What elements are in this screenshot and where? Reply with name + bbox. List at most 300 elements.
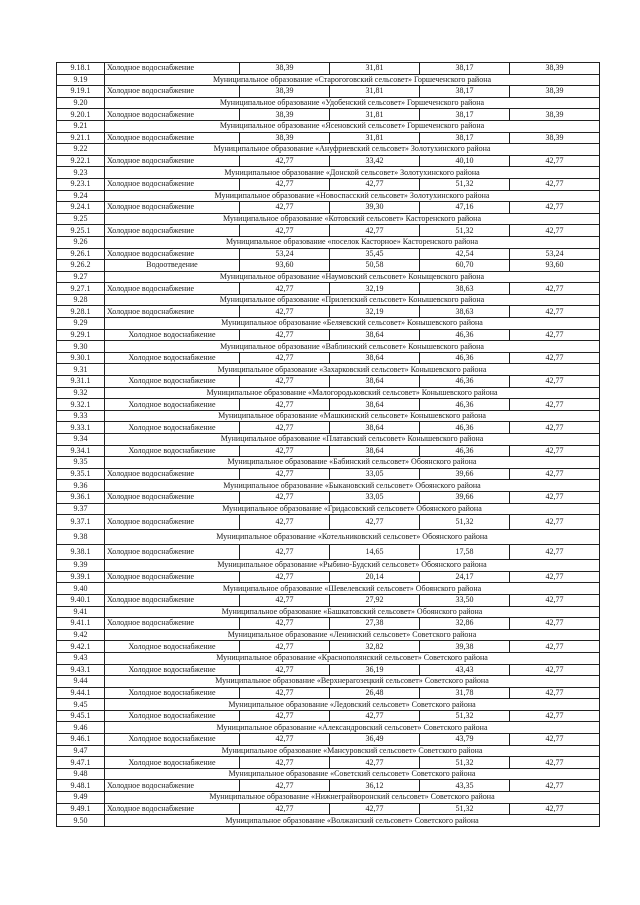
table-row <box>57 86 600 98</box>
value-3: 43,35 <box>420 780 510 792</box>
service-name: Холодное водоснабжение <box>105 329 240 341</box>
section-row <box>57 606 600 618</box>
service-name: Холодное водоснабжение <box>105 202 240 214</box>
value-3: 39,38 <box>420 641 510 653</box>
value-1: 42,77 <box>240 376 330 388</box>
row-number: 9.31.1 <box>57 376 105 388</box>
value-3: 40,10 <box>420 155 510 167</box>
section-title: Муниципальное образование «Александровский сельсовет» Советского района <box>105 722 600 734</box>
value-1: 42,77 <box>240 734 330 746</box>
row-number: 9.27.1 <box>57 283 105 295</box>
section-row <box>57 792 600 804</box>
row-number: 9.38 <box>57 530 105 545</box>
row-number: 9.24.1 <box>57 202 105 214</box>
value-1: 42,77 <box>240 352 330 364</box>
service-name: Холодное водоснабжение <box>105 352 240 364</box>
section-title: Муниципальное образование «Ясеновский сельсовет» Горшеченского района <box>105 120 600 132</box>
row-number: 9.43.1 <box>57 664 105 676</box>
row-number: 9.47.1 <box>57 757 105 769</box>
value-4: 42,77 <box>510 225 600 237</box>
section-row <box>57 341 600 353</box>
table-row <box>57 202 600 214</box>
row-number: 9.39.1 <box>57 571 105 583</box>
section-row <box>57 120 600 132</box>
row-number: 9.48 <box>57 768 105 780</box>
section-title: Муниципальное образование «Старогоговский сельсовет» Горшеченского района <box>105 74 600 86</box>
row-number: 9.39 <box>57 560 105 572</box>
value-2: 31,81 <box>330 63 420 75</box>
value-1: 42,77 <box>240 515 330 530</box>
table-row <box>57 515 600 530</box>
value-4: 42,77 <box>510 515 600 530</box>
value-1: 42,77 <box>240 571 330 583</box>
value-1: 38,39 <box>240 132 330 144</box>
service-name: Холодное водоснабжение <box>105 376 240 388</box>
table-row <box>57 283 600 295</box>
value-1: 93,60 <box>240 260 330 272</box>
row-number: 9.36.1 <box>57 491 105 503</box>
section-row <box>57 236 600 248</box>
value-1: 42,77 <box>240 283 330 295</box>
table-row <box>57 225 600 237</box>
value-2: 32,82 <box>330 641 420 653</box>
value-2: 14,65 <box>330 545 420 560</box>
table-row <box>57 803 600 815</box>
value-4: 42,77 <box>510 352 600 364</box>
table-row <box>57 109 600 121</box>
value-3: 51,32 <box>420 178 510 190</box>
service-name: Холодное водоснабжение <box>105 306 240 318</box>
value-3: 46,36 <box>420 422 510 434</box>
section-row <box>57 530 600 545</box>
value-1: 42,77 <box>240 155 330 167</box>
row-number: 9.41.1 <box>57 618 105 630</box>
value-2: 38,64 <box>330 352 420 364</box>
table-row <box>57 780 600 792</box>
value-2: 36,12 <box>330 780 420 792</box>
section-title: Муниципальное образование «Волжанский сельсовет» Советского района <box>105 815 600 827</box>
tariff-table-body <box>57 63 600 827</box>
row-number: 9.38.1 <box>57 545 105 560</box>
table-row <box>57 352 600 364</box>
value-3: 51,32 <box>420 757 510 769</box>
service-name: Холодное водоснабжение <box>105 248 240 260</box>
table-row <box>57 260 600 272</box>
row-number: 9.40 <box>57 583 105 595</box>
section-row <box>57 699 600 711</box>
table-row <box>57 618 600 630</box>
section-title: Муниципальное образование «Котельниковский сельсовет» Обоянского района <box>105 530 600 545</box>
value-2: 42,77 <box>330 515 420 530</box>
value-3: 24,17 <box>420 571 510 583</box>
value-1: 42,77 <box>240 202 330 214</box>
value-4: 42,77 <box>510 178 600 190</box>
row-number: 9.49 <box>57 792 105 804</box>
row-number: 9.26 <box>57 236 105 248</box>
section-title: Муниципальное образование «Гридасовский сельсовет» Обоянского района <box>105 503 600 515</box>
service-name: Холодное водоснабжение <box>105 445 240 457</box>
value-2: 38,64 <box>330 445 420 457</box>
section-row <box>57 560 600 572</box>
section-title: Муниципальное образование «Наумовский сельсовет» Коныщевского района <box>105 271 600 283</box>
section-title: Муниципальное образование «Ваблинский сельсовет» Конышевского района <box>105 341 600 353</box>
value-4: 42,77 <box>510 283 600 295</box>
table-row <box>57 376 600 388</box>
service-name: Холодное водоснабжение <box>105 132 240 144</box>
section-row <box>57 387 600 399</box>
value-4: 42,77 <box>510 202 600 214</box>
value-2: 38,64 <box>330 422 420 434</box>
row-number: 9.23 <box>57 167 105 179</box>
value-2: 42,77 <box>330 710 420 722</box>
service-name: Холодное водоснабжение <box>105 86 240 98</box>
service-name: Холодное водоснабжение <box>105 618 240 630</box>
row-number: 9.41 <box>57 606 105 618</box>
table-row <box>57 664 600 676</box>
row-number: 9.36 <box>57 480 105 492</box>
value-3: 17,58 <box>420 545 510 560</box>
row-number: 9.32.1 <box>57 399 105 411</box>
value-4: 42,77 <box>510 594 600 606</box>
value-3: 51,32 <box>420 803 510 815</box>
value-1: 42,77 <box>240 178 330 190</box>
value-2: 42,77 <box>330 178 420 190</box>
row-number: 9.35.1 <box>57 468 105 480</box>
value-1: 42,77 <box>240 468 330 480</box>
section-row <box>57 457 600 469</box>
row-number: 9.18.1 <box>57 63 105 75</box>
section-row <box>57 271 600 283</box>
section-title: Муниципальное образование «Малогородьковский сельсовет» Конышевского района <box>105 387 600 399</box>
value-1: 42,77 <box>240 399 330 411</box>
value-3: 51,32 <box>420 225 510 237</box>
row-number: 9.26.1 <box>57 248 105 260</box>
section-title: Муниципальное образование «Ануфриевский сельсовет» Золотухинского района <box>105 144 600 156</box>
service-name: Холодное водоснабжение <box>105 780 240 792</box>
row-number: 9.22.1 <box>57 155 105 167</box>
table-row <box>57 571 600 583</box>
row-number: 9.50 <box>57 815 105 827</box>
section-row <box>57 480 600 492</box>
row-number: 9.44.1 <box>57 687 105 699</box>
row-number: 9.45 <box>57 699 105 711</box>
row-number: 9.28.1 <box>57 306 105 318</box>
value-3: 46,36 <box>420 445 510 457</box>
section-row <box>57 74 600 86</box>
value-2: 27,92 <box>330 594 420 606</box>
table-row <box>57 757 600 769</box>
service-name: Холодное водоснабжение <box>105 545 240 560</box>
value-3: 38,63 <box>420 283 510 295</box>
row-number: 9.20.1 <box>57 109 105 121</box>
service-name: Холодное водоснабжение <box>105 399 240 411</box>
value-1: 38,39 <box>240 63 330 75</box>
value-2: 39,30 <box>330 202 420 214</box>
value-3: 42,54 <box>420 248 510 260</box>
value-4: 42,77 <box>510 329 600 341</box>
value-3: 38,17 <box>420 109 510 121</box>
value-4: 42,77 <box>510 641 600 653</box>
section-row <box>57 768 600 780</box>
value-2: 27,38 <box>330 618 420 630</box>
value-2: 33,05 <box>330 491 420 503</box>
value-4: 42,77 <box>510 734 600 746</box>
section-row <box>57 815 600 827</box>
value-4: 53,24 <box>510 248 600 260</box>
row-number: 9.47 <box>57 745 105 757</box>
service-name: Холодное водоснабжение <box>105 63 240 75</box>
section-title: Муниципальное образование «Захарковский сельсовет» Конышевского района <box>105 364 600 376</box>
table-row <box>57 178 600 190</box>
value-4: 42,77 <box>510 710 600 722</box>
value-4: 42,77 <box>510 399 600 411</box>
table-row <box>57 132 600 144</box>
row-number: 9.22 <box>57 144 105 156</box>
service-name: Холодное водоснабжение <box>105 468 240 480</box>
service-name: Холодное водоснабжение <box>105 687 240 699</box>
value-2: 32,19 <box>330 306 420 318</box>
value-4: 42,77 <box>510 803 600 815</box>
value-1: 42,77 <box>240 545 330 560</box>
value-3: 38,17 <box>420 86 510 98</box>
value-1: 42,77 <box>240 803 330 815</box>
row-number: 9.33 <box>57 410 105 422</box>
section-title: Муниципальное образование «поселок Касторное» Касторенского района <box>105 236 600 248</box>
section-title: Муниципальное образование «Машкинский сельсовет» Конышевского района <box>105 410 600 422</box>
value-3: 60,70 <box>420 260 510 272</box>
row-number: 9.23.1 <box>57 178 105 190</box>
value-2: 31,81 <box>330 132 420 144</box>
value-2: 38,64 <box>330 329 420 341</box>
value-1: 42,77 <box>240 710 330 722</box>
value-3: 51,32 <box>420 515 510 530</box>
section-row <box>57 294 600 306</box>
value-1: 42,77 <box>240 618 330 630</box>
value-1: 42,77 <box>240 687 330 699</box>
section-title: Муниципальное образование «Донской сельсовет» Золотухинского района <box>105 167 600 179</box>
value-4: 42,77 <box>510 618 600 630</box>
service-name: Холодное водоснабжение <box>105 178 240 190</box>
table-row <box>57 445 600 457</box>
row-number: 9.28 <box>57 294 105 306</box>
value-4: 42,77 <box>510 664 600 676</box>
service-name: Холодное водоснабжение <box>105 664 240 676</box>
table-row <box>57 594 600 606</box>
value-4: 38,39 <box>510 63 600 75</box>
value-4: 42,77 <box>510 491 600 503</box>
table-row <box>57 687 600 699</box>
value-4: 42,77 <box>510 468 600 480</box>
value-1: 38,39 <box>240 86 330 98</box>
section-title: Муниципальное образование «Удобенский сельсовет» Горшеченского района <box>105 97 600 109</box>
value-2: 33,42 <box>330 155 420 167</box>
value-4: 42,77 <box>510 687 600 699</box>
value-2: 31,81 <box>330 86 420 98</box>
value-3: 31,78 <box>420 687 510 699</box>
section-row <box>57 167 600 179</box>
row-number: 9.37.1 <box>57 515 105 530</box>
table-row <box>57 710 600 722</box>
value-4: 42,77 <box>510 780 600 792</box>
section-title: Муниципальное образование «Ленинский сельсовет» Советского района <box>105 629 600 641</box>
value-2: 38,64 <box>330 376 420 388</box>
value-2: 38,64 <box>330 399 420 411</box>
value-3: 38,17 <box>420 63 510 75</box>
section-title: Муниципальное образование «Котовский сельсовет» Касторенского района <box>105 213 600 225</box>
value-4: 93,60 <box>510 260 600 272</box>
value-1: 42,77 <box>240 422 330 434</box>
section-row <box>57 364 600 376</box>
value-3: 33,50 <box>420 594 510 606</box>
value-3: 46,36 <box>420 399 510 411</box>
row-number: 9.31 <box>57 364 105 376</box>
tariff-table <box>56 62 600 827</box>
section-title: Муниципальное образование «Советский сельсовет» Советского района <box>105 768 600 780</box>
value-3: 46,36 <box>420 352 510 364</box>
table-row <box>57 306 600 318</box>
table-row <box>57 641 600 653</box>
service-name: Холодное водоснабжение <box>105 225 240 237</box>
value-3: 38,17 <box>420 132 510 144</box>
value-1: 38,39 <box>240 109 330 121</box>
value-3: 32,86 <box>420 618 510 630</box>
section-title: Муниципальное образование «Ледовский сельсовет» Советского района <box>105 699 600 711</box>
service-name: Холодное водоснабжение <box>105 594 240 606</box>
section-row <box>57 318 600 330</box>
row-number: 9.30 <box>57 341 105 353</box>
value-3: 39,66 <box>420 468 510 480</box>
section-title: Муниципальное образование «Платавский сельсовет» Конышевского района <box>105 434 600 446</box>
section-title: Муниципальное образование «Быкановский сельсовет» Обоянского района <box>105 480 600 492</box>
section-title: Муниципальное образование «Прилепский сельсовет» Конышевского района <box>105 294 600 306</box>
value-1: 53,24 <box>240 248 330 260</box>
section-title: Муниципальное образование «Беляевский сельсовет» Конышевского района <box>105 318 600 330</box>
section-row <box>57 434 600 446</box>
value-4: 38,39 <box>510 86 600 98</box>
value-2: 36,19 <box>330 664 420 676</box>
table-row <box>57 248 600 260</box>
service-name: Холодное водоснабжение <box>105 283 240 295</box>
section-title: Муниципальное образование «Верхнерагозецкий сельсовет» Советского района <box>105 676 600 688</box>
section-row <box>57 144 600 156</box>
value-1: 42,77 <box>240 641 330 653</box>
row-number: 9.42 <box>57 629 105 641</box>
row-number: 9.34.1 <box>57 445 105 457</box>
value-2: 42,77 <box>330 757 420 769</box>
row-number: 9.24 <box>57 190 105 202</box>
table-row <box>57 329 600 341</box>
value-2: 36,49 <box>330 734 420 746</box>
value-1: 42,77 <box>240 225 330 237</box>
table-row <box>57 63 600 75</box>
row-number: 9.40.1 <box>57 594 105 606</box>
service-name: Холодное водоснабжение <box>105 803 240 815</box>
table-row <box>57 155 600 167</box>
value-4: 42,77 <box>510 422 600 434</box>
section-row <box>57 97 600 109</box>
service-name: Холодное водоснабжение <box>105 641 240 653</box>
value-4: 38,39 <box>510 109 600 121</box>
section-row <box>57 190 600 202</box>
service-name: Холодное водоснабжение <box>105 710 240 722</box>
row-number: 9.25 <box>57 213 105 225</box>
row-number: 9.43 <box>57 652 105 664</box>
row-number: 9.37 <box>57 503 105 515</box>
section-row <box>57 503 600 515</box>
section-title: Муниципальное образование «Рыбино-Будский сельсовет» Обоянского района <box>105 560 600 572</box>
row-number: 9.21.1 <box>57 132 105 144</box>
value-2: 20,14 <box>330 571 420 583</box>
section-row <box>57 629 600 641</box>
value-3: 43,79 <box>420 734 510 746</box>
table-row <box>57 468 600 480</box>
row-number: 9.34 <box>57 434 105 446</box>
value-1: 42,77 <box>240 329 330 341</box>
section-row <box>57 745 600 757</box>
value-4: 42,77 <box>510 445 600 457</box>
row-number: 9.32 <box>57 387 105 399</box>
value-4: 42,77 <box>510 306 600 318</box>
value-3: 47,16 <box>420 202 510 214</box>
section-title: Муниципальное образование «Новоспасский сельсовет» Золотухинского района <box>105 190 600 202</box>
section-row <box>57 676 600 688</box>
section-title: Муниципальное образование «Краснополянский сельсовет» Советского района <box>105 652 600 664</box>
service-name: Холодное водоснабжение <box>105 491 240 503</box>
table-row <box>57 399 600 411</box>
service-name: Холодное водоснабжение <box>105 757 240 769</box>
row-number: 9.48.1 <box>57 780 105 792</box>
row-number: 9.20 <box>57 97 105 109</box>
value-1: 42,77 <box>240 306 330 318</box>
row-number: 9.44 <box>57 676 105 688</box>
row-number: 9.29 <box>57 318 105 330</box>
service-name: Холодное водоснабжение <box>105 109 240 121</box>
section-row <box>57 583 600 595</box>
row-number: 9.49.1 <box>57 803 105 815</box>
value-4: 38,39 <box>510 132 600 144</box>
service-name: Холодное водоснабжение <box>105 571 240 583</box>
section-title: Муниципальное образование «Башкатовский сельсовет» Обоянского района <box>105 606 600 618</box>
table-row <box>57 491 600 503</box>
row-number: 9.33.1 <box>57 422 105 434</box>
value-2: 32,19 <box>330 283 420 295</box>
row-number: 9.29.1 <box>57 329 105 341</box>
row-number: 9.35 <box>57 457 105 469</box>
row-number: 9.19.1 <box>57 86 105 98</box>
value-4: 42,77 <box>510 155 600 167</box>
row-number: 9.45.1 <box>57 710 105 722</box>
section-row <box>57 652 600 664</box>
table-row <box>57 422 600 434</box>
section-row <box>57 410 600 422</box>
value-2: 33,05 <box>330 468 420 480</box>
row-number: 9.30.1 <box>57 352 105 364</box>
section-title: Муниципальное образование «Мансуровский сельсовет» Советского района <box>105 745 600 757</box>
value-3: 38,63 <box>420 306 510 318</box>
value-2: 35,45 <box>330 248 420 260</box>
value-1: 42,77 <box>240 664 330 676</box>
value-4: 42,77 <box>510 571 600 583</box>
section-title: Муниципальное образование «Нижнеграйворонский сельсовет» Советского района <box>105 792 600 804</box>
value-4: 42,77 <box>510 757 600 769</box>
row-number: 9.42.1 <box>57 641 105 653</box>
value-1: 42,77 <box>240 780 330 792</box>
row-number: 9.25.1 <box>57 225 105 237</box>
value-1: 42,77 <box>240 445 330 457</box>
service-name: Холодное водоснабжение <box>105 734 240 746</box>
value-1: 42,77 <box>240 491 330 503</box>
table-row <box>57 545 600 560</box>
